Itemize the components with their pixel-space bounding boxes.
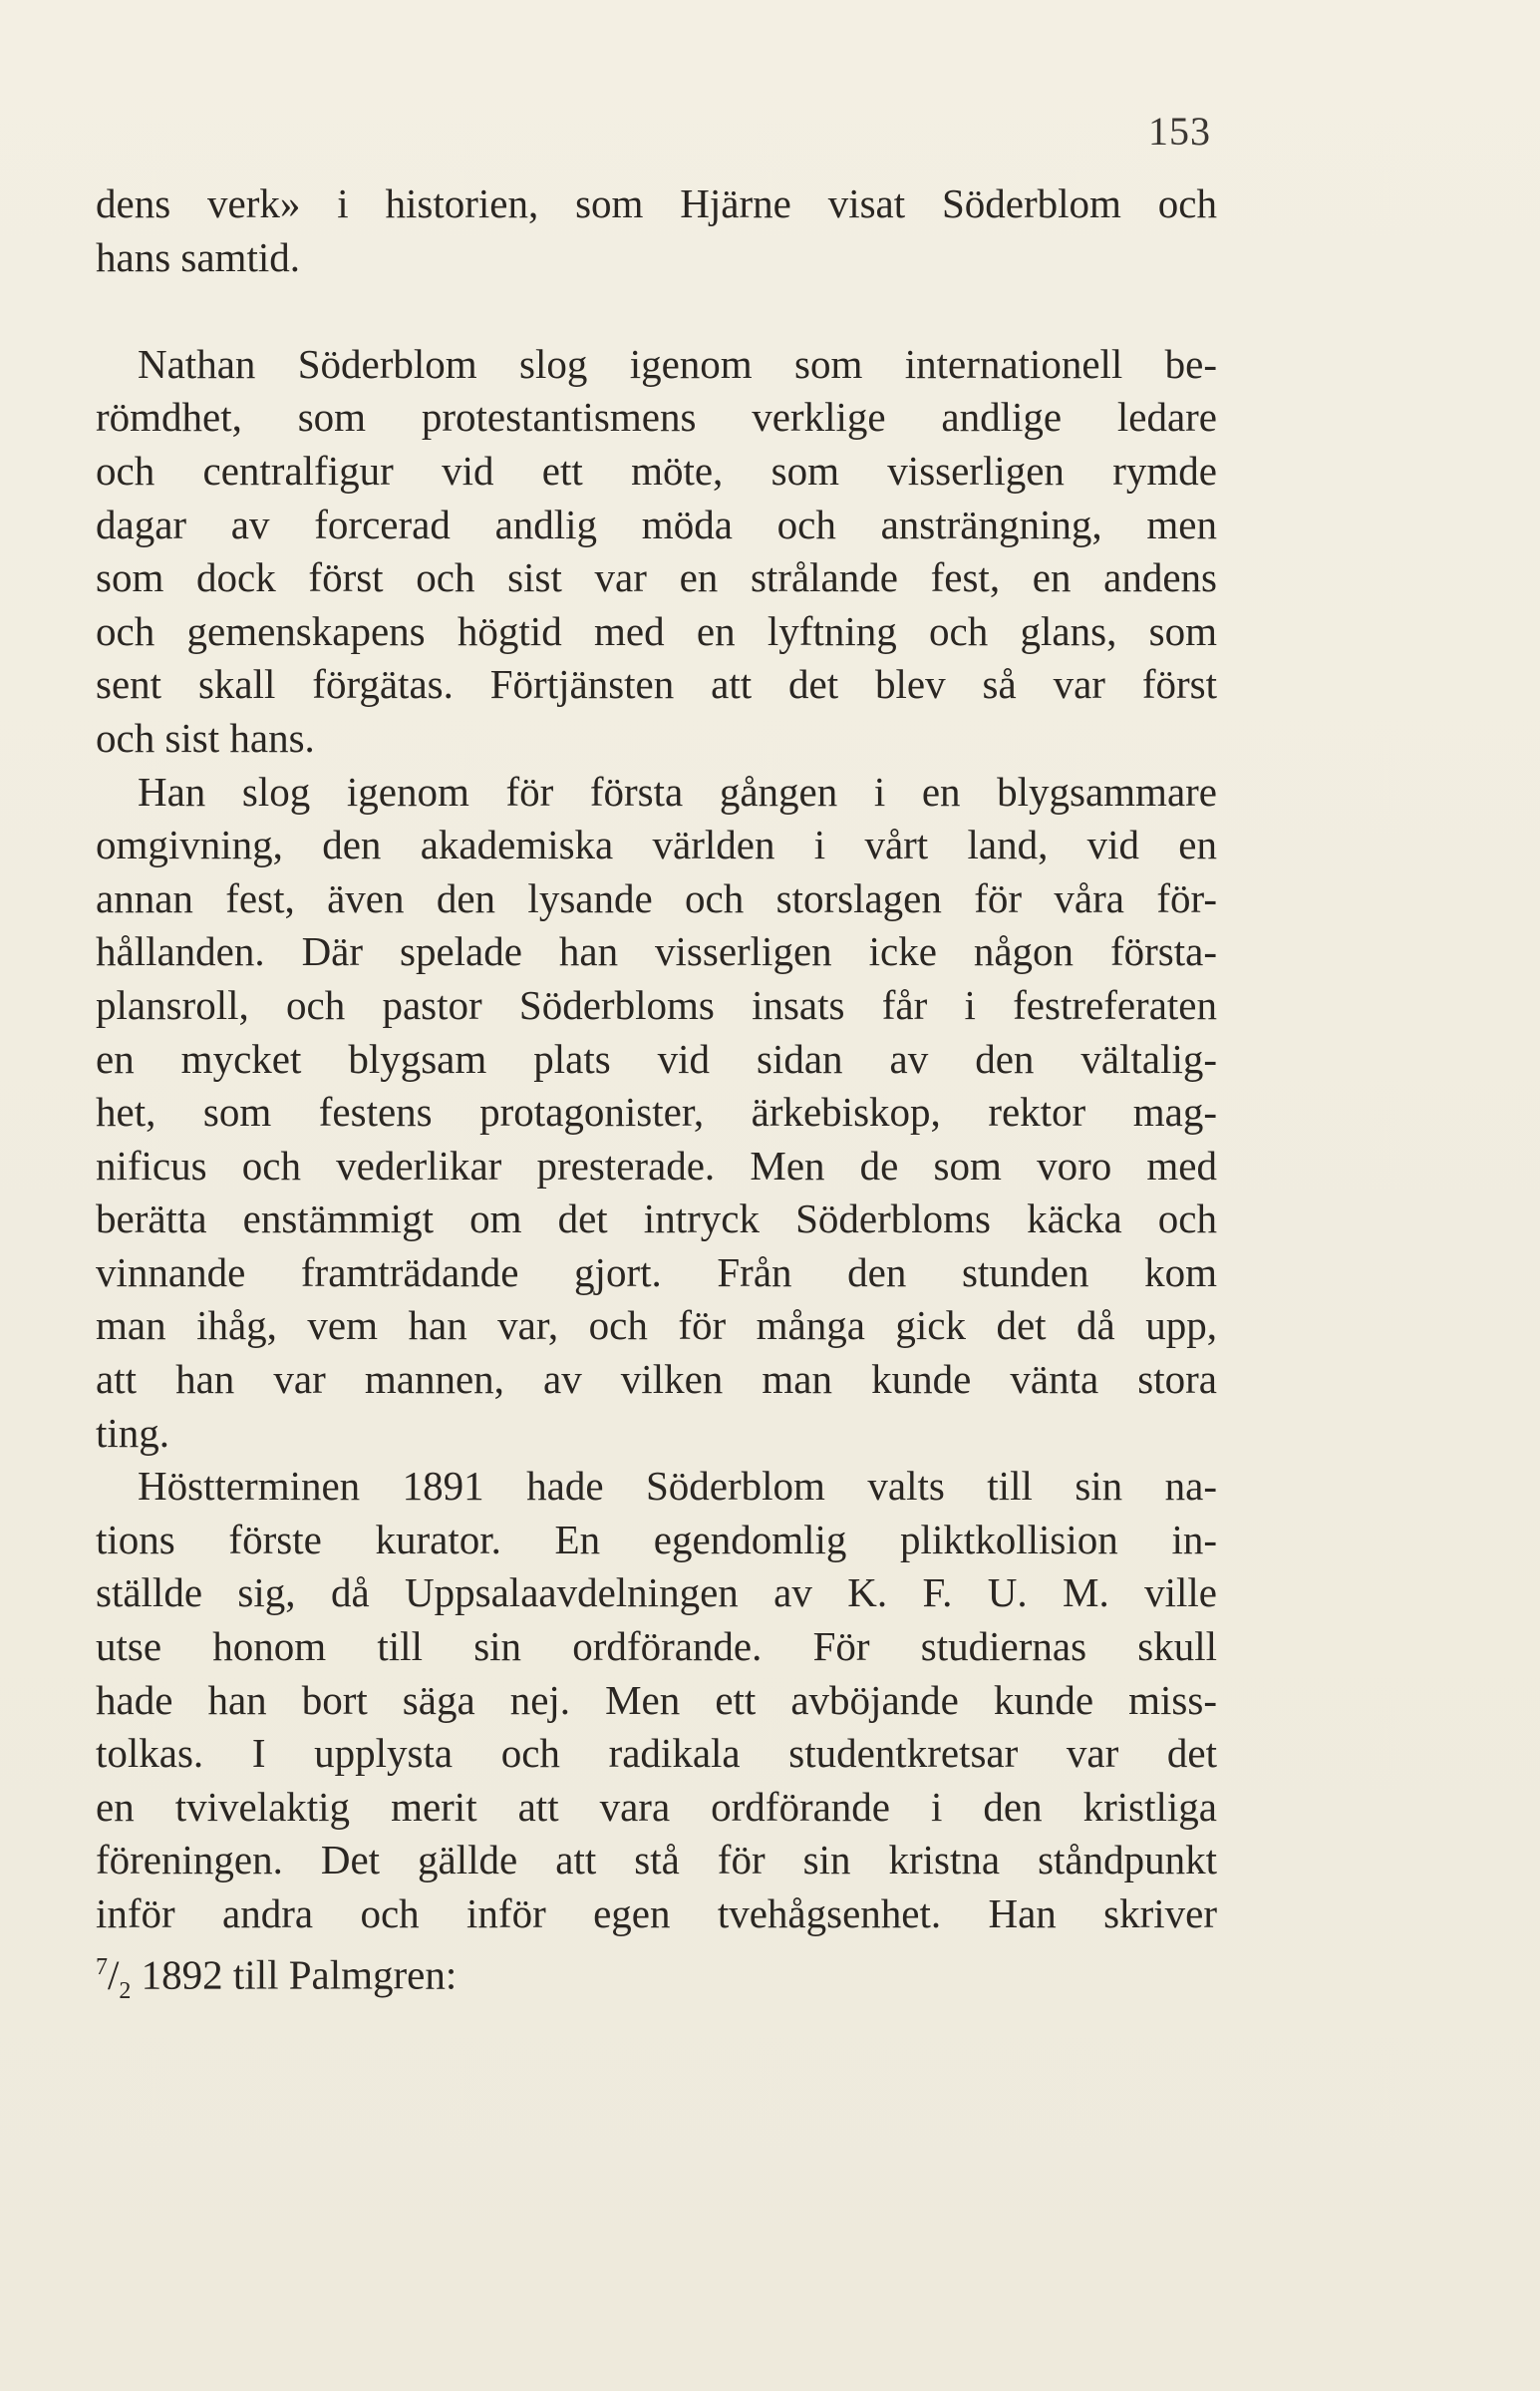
text-line: annan fest, även den lysande och storslagen för våra för- <box>96 874 1217 921</box>
text-line: het, som festens protagonister, ärkebiskop, rektor mag- <box>96 1089 1217 1136</box>
text-line: Nathan Söderblom slog igenom som internationell be- <box>138 340 1217 387</box>
text-line: tolkas. I upplysta och radikala studentkretsar var det <box>96 1730 1217 1777</box>
body-text <box>96 177 1217 2004</box>
text-line: Han slog igenom för första gången i en blygsammare <box>138 768 1217 815</box>
text-line: vinnande framträdande gjort. Från den stunden kom <box>96 1248 1217 1295</box>
text-line: hade han bort säga nej. Men ett avböjande kunde miss- <box>96 1676 1217 1723</box>
text-line: nificus och vederlikar presterade. Men de som voro med <box>96 1142 1217 1189</box>
paragraph-gap <box>96 284 1217 338</box>
date-month: 2 <box>119 1977 132 2004</box>
page-number: 153 <box>1148 109 1211 154</box>
text-line: hållanden. Där spelade han visserligen icke någon första- <box>96 928 1217 975</box>
text-line: en mycket blygsam plats vid sidan av den vältalig- <box>96 1035 1217 1082</box>
text-line: ting. <box>96 1409 170 1456</box>
text-line: dens verk» i historien, som Hjärne visat Söderblom och <box>96 180 1217 226</box>
text-line: plansroll, och pastor Söderbloms insats får i festreferaten <box>96 981 1217 1028</box>
text-line: att han var mannen, av vilken man kunde vänta stora <box>96 1356 1217 1403</box>
text-line: och sist hans. <box>96 714 315 761</box>
text-line: sent skall förgätas. Förtjänsten att det blev så var först <box>96 661 1217 708</box>
text-line: och centralfigur vid ett möte, som visserligen rymde <box>96 447 1217 494</box>
text-line: berätta enstämmigt om det intryck Söderbloms käcka och <box>96 1196 1217 1242</box>
text-line: en tvivelaktig merit att vara ordförande i den kristliga <box>96 1783 1217 1830</box>
text-line: som dock först och sist var en strålande fest, en andens <box>96 554 1217 601</box>
date-rest: 1892 till Palmgren: <box>131 1951 458 1998</box>
text-line: römdhet, som protestantismens verklige andlige ledare <box>96 394 1217 441</box>
text-line: ställde sig, då Uppsalaavdelningen av K. F. U. M. ville <box>96 1569 1217 1616</box>
text-line: man ihåg, vem han var, och för många gick det då upp, <box>96 1302 1217 1349</box>
text-line: omgivning, den akademiska världen i vårt land, vid en <box>96 822 1217 868</box>
text-line: utse honom till sin ordförande. För studiernas skull <box>96 1623 1217 1670</box>
text-line: dagar av forcerad andlig möda och ansträngning, men <box>96 501 1217 547</box>
text-line: föreningen. Det gällde att stå för sin kristna ståndpunkt <box>96 1837 1217 1883</box>
text-line: och gemenskapens högtid med en lyftning och glans, som <box>96 607 1217 654</box>
text-line: Höstterminen 1891 hade Söderblom valts till sin na- <box>138 1463 1217 1510</box>
text-line: tions förste kurator. En egendomlig pliktkollision in- <box>96 1516 1217 1562</box>
text-line: inför andra och inför egen tvehågsenhet. Han skriver <box>96 1890 1217 1936</box>
text-line-date: $^7/_2$ 1892 till Palmgren: <box>96 1951 458 2004</box>
text-line: hans samtid. <box>96 233 300 280</box>
date-day: 7 <box>96 1953 108 1980</box>
